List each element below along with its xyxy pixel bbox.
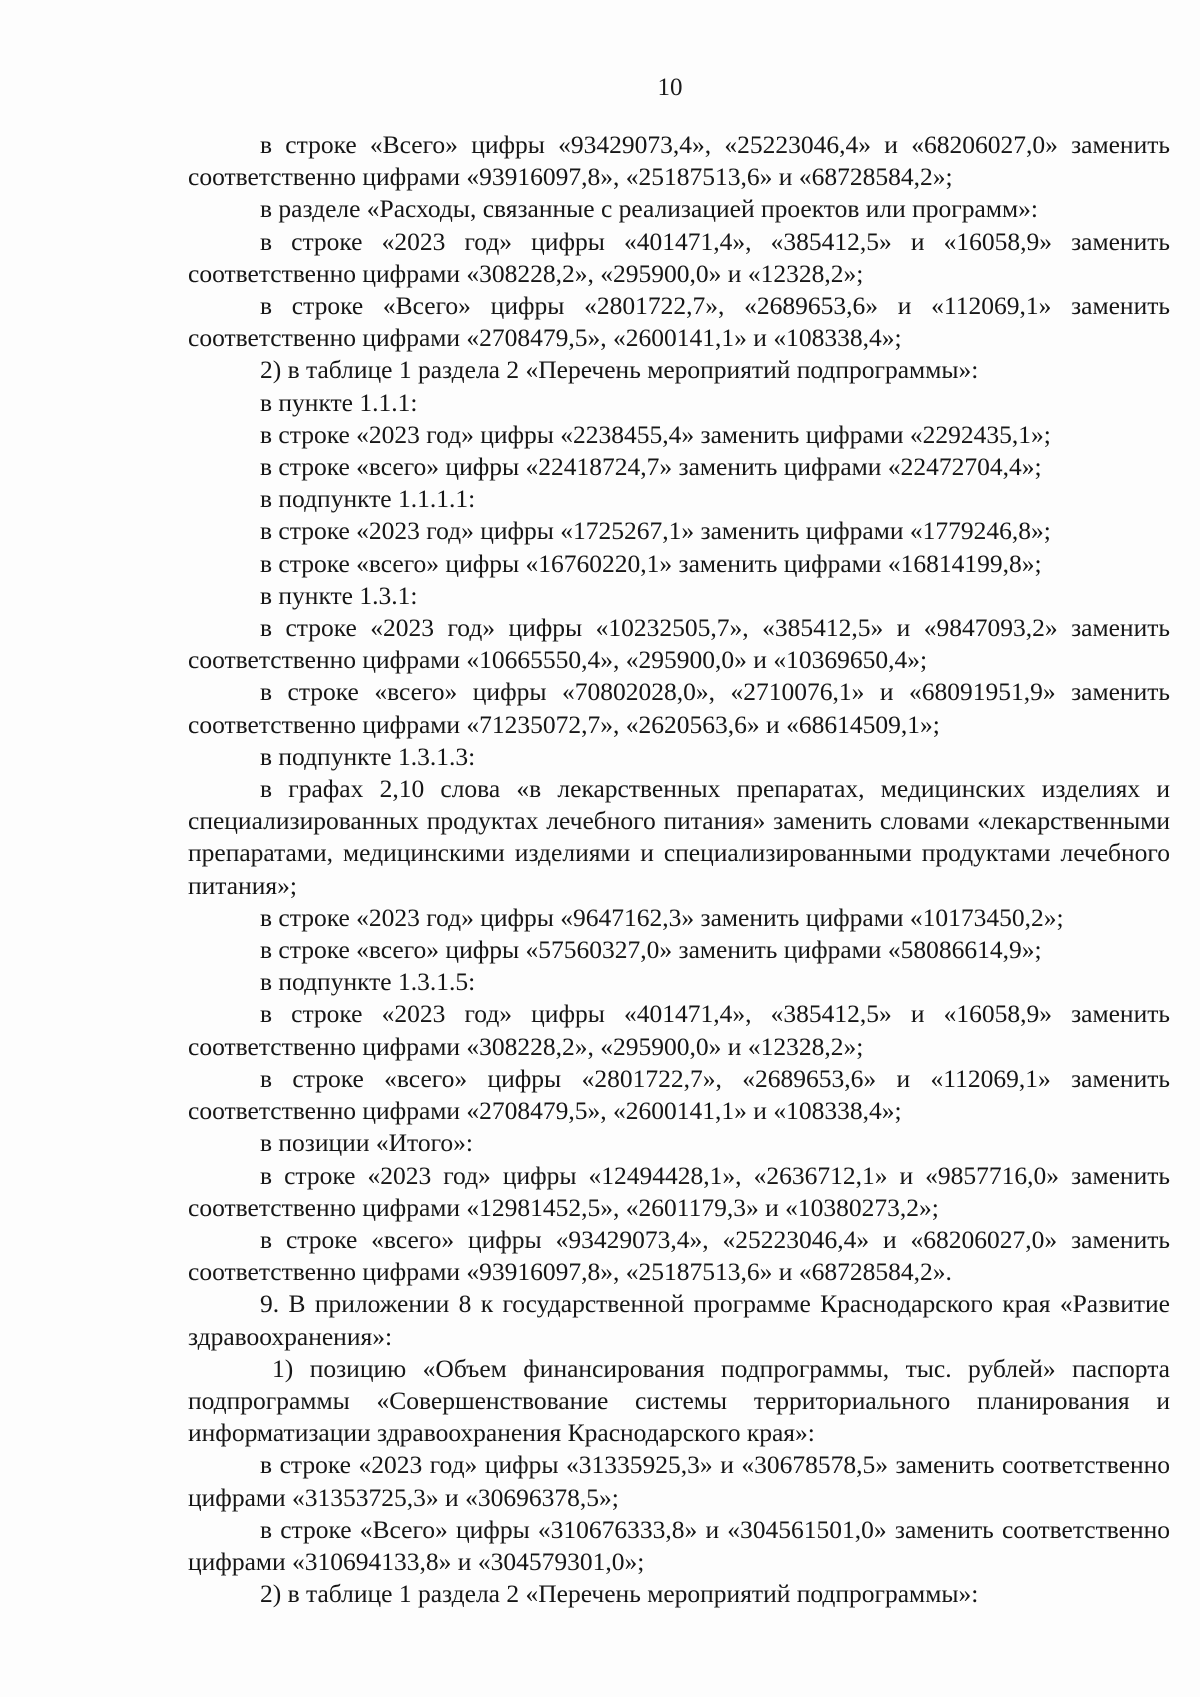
paragraph: в строке «Всего» цифры «93429073,4», «25223046,4» и «68206027,0» заменить соответственно цифрами «93916097,8», «25187513,6» и «68728584,2»; xyxy=(188,130,1170,192)
paragraph: 9. В приложении 8 к государственной программе Краснодарского края «Развитие здравоохранения»: xyxy=(188,1289,1170,1351)
paragraph: в пункте 1.3.1: xyxy=(260,580,418,610)
paragraph: в строке «Всего» цифры «310676333,8» и «304561501,0» заменить соответственно цифрами «310694133,8» и «304579301,0»; xyxy=(188,1514,1170,1576)
paragraph: в строке «2023 год» цифры «401471,4», «385412,5» и «16058,9» заменить соответственно цифрами «308228,2», «295900,0» и «12328,2»; xyxy=(188,999,1170,1061)
paragraph: в позиции «Итого»: xyxy=(260,1128,473,1158)
paragraph: в разделе «Расходы, связанные с реализацией проектов или программ»: xyxy=(260,194,1038,224)
paragraph: в строке «2023 год» цифры «9647162,3» заменить цифрами «10173450,2»; xyxy=(260,902,1064,932)
paragraph: в строке «2023 год» цифры «2238455,4» заменить цифрами «2292435,1»; xyxy=(260,419,1051,449)
paragraph: в графах 2,10 слова «в лекарственных препаратах, медицинских изделиях и специализированных продуктах лечебного питания» заменить словами «лекарственными препаратами, медицинскими изделиями и специализированными продуктами лечебного питания»; xyxy=(188,774,1170,900)
paragraph: в строке «всего» цифры «93429073,4», «25223046,4» и «68206027,0» заменить соответственно цифрами «93916097,8», «25187513,6» и «68728584,2». xyxy=(188,1224,1170,1287)
paragraph: 2) в таблице 1 раздела 2 «Перечень мероприятий подпрограммы»: xyxy=(260,1579,979,1609)
paragraph: в подпункте 1.1.1.1: xyxy=(260,484,476,514)
paragraph: 1) позицию «Объем финансирования подпрограммы, тыс. рублей» паспорта подпрограммы «Совершенствование системы территориального планирования и информатизации здравоохранения Краснодарского края»: xyxy=(188,1353,1170,1448)
paragraph: в подпункте 1.3.1.3: xyxy=(260,741,476,771)
paragraph: 2) в таблице 1 раздела 2 «Перечень мероприятий подпрограммы»: xyxy=(260,355,979,385)
paragraph: в строке «всего» цифры «70802028,0», «2710076,1» и «68091951,9» заменить соответственно цифрами «71235072,7», «2620563,6» и «68614509,1»; xyxy=(188,677,1170,739)
paragraph: в строке «2023 год» цифры «10232505,7», «385412,5» и «9847093,2» заменить соответственно цифрами «10665550,4», «295900,0» и «10369650,4»; xyxy=(188,613,1170,675)
document-body xyxy=(188,129,1170,1610)
paragraph: в пункте 1.1.1: xyxy=(260,387,418,417)
paragraph: в строке «2023 год» цифры «1725267,1» заменить цифрами «1779246,8»; xyxy=(260,516,1051,546)
paragraph: в строке «2023 год» цифры «401471,4», «385412,5» и «16058,9» заменить соответственно цифрами «308228,2», «295900,0» и «12328,2»; xyxy=(188,226,1170,288)
paragraph: в строке «всего» цифры «57560327,0» заменить цифрами «58086614,9»; xyxy=(260,935,1042,965)
paragraph: в строке «всего» цифры «2801722,7», «2689653,6» и «112069,1» заменить соответственно цифрами «2708479,5», «2600141,1» и «108338,4»; xyxy=(188,1063,1170,1126)
paragraph: в строке «всего» цифры «22418724,7» заменить цифрами «22472704,4»; xyxy=(260,452,1042,482)
paragraph: в строке «Всего» цифры «2801722,7», «2689653,6» и «112069,1» заменить соответственно цифрами «2708479,5», «2600141,1» и «108338,4»; xyxy=(188,291,1170,353)
paragraph: в строке «2023 год» цифры «12494428,1», «2636712,1» и «9857716,0» заменить соответственно цифрами «12981452,5», «2601179,3» и «10380273,2»; xyxy=(188,1160,1170,1222)
paragraph: в строке «всего» цифры «16760220,1» заменить цифрами «16814199,8»; xyxy=(260,548,1042,578)
page-number: 10 xyxy=(657,74,683,101)
paragraph: в строке «2023 год» цифры «31335925,3» и «30678578,5» заменить соответственно цифрами «31353725,3» и «30696378,5»; xyxy=(188,1450,1170,1512)
paragraph: в подпункте 1.3.1.5: xyxy=(260,967,476,997)
